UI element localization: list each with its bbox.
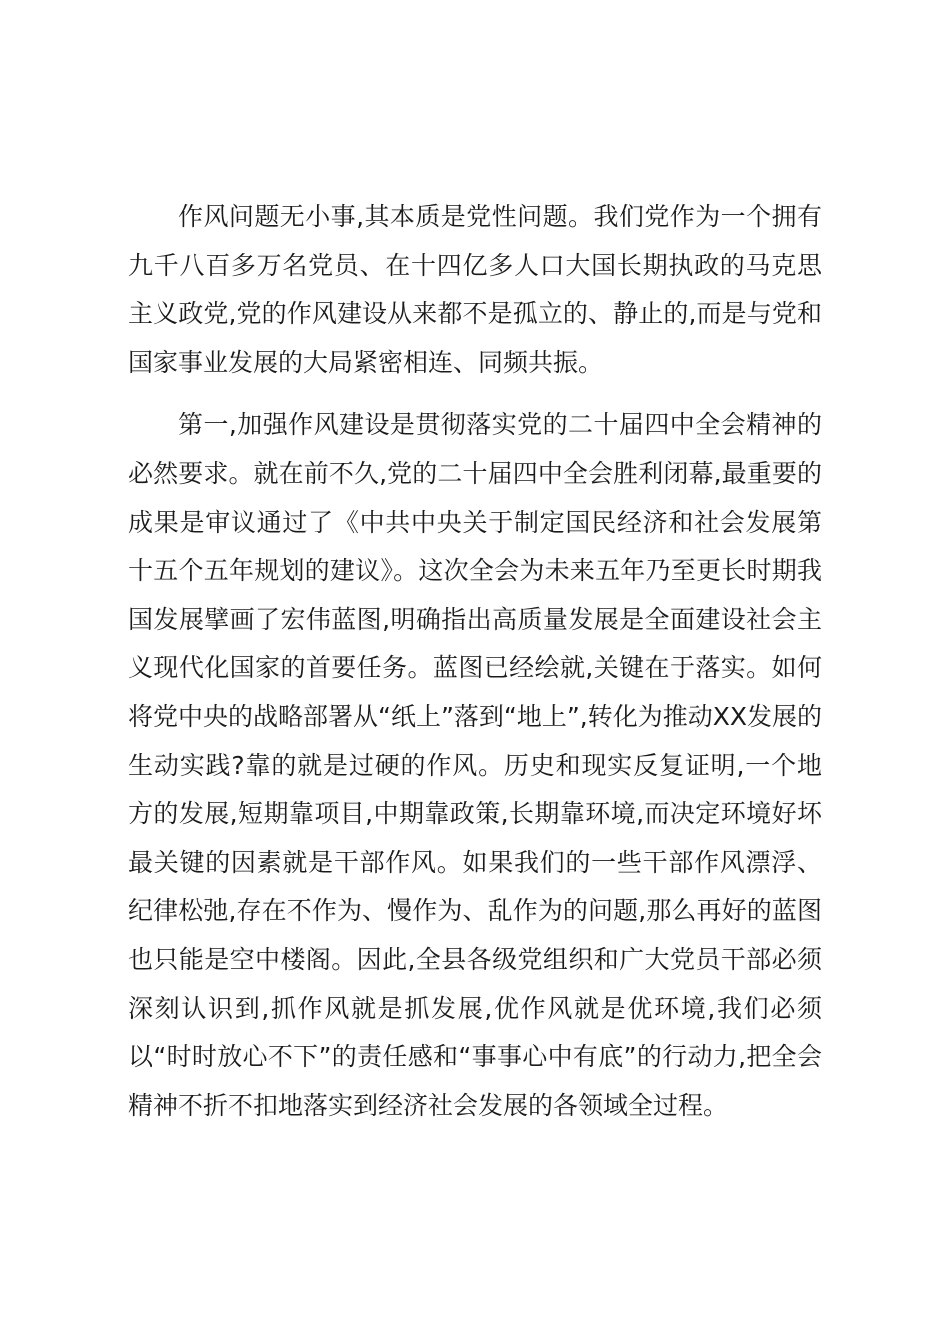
document-body bbox=[128, 193, 822, 1130]
paragraph-intro: 作风问题无小事,其本质是党性问题。我们党作为一个拥有九千八百多万名党员、在十四亿多人口大国长期执政的马克思主义政党,党的作风建设从来都不是孤立的、静止的,而是与党和国家事业发展的大局紧密相连、同频共振。 bbox=[128, 202, 822, 377]
paragraph-first-point: 第一,加强作风建设是贯彻落实党的二十届四中全会精神的必然要求。就在前不久,党的二十届四中全会胜利闭幕,最重要的成果是审议通过了《中共中央关于制定国民经济和社会发展第十五个五年规划的建议》。这次全会为未来五年乃至更长时期我国发展擘画了宏伟蓝图,明确指出高质量发展是全面建设社会主义现代化国家的首要任务。蓝图已经绘就,关键在于落实。如何将党中央的战略部署从“纸上”落到“地上”,转化为推动XX发展的生动实践?靠的就是过硬的作风。历史和现实反复证明,一个地方的发展,短期靠项目,中期靠政策,长期靠环境,而决定环境好坏最关键的因素就是干部作风。如果我们的一些干部作风漂浮、纪律松弛,存在不作为、慢作为、乱作为的问题,那么再好的蓝图也只能是空中楼阁。因此,全县各级党组织和广大党员干部必须深刻认识到,抓作风就是抓发展,优作风就是优环境,我们必须以“时时放心不下”的责任感和“事事心中有底”的行动力,把全会精神不折不扣地落实到经济社会发展的各领域全过程。 bbox=[128, 410, 823, 1120]
